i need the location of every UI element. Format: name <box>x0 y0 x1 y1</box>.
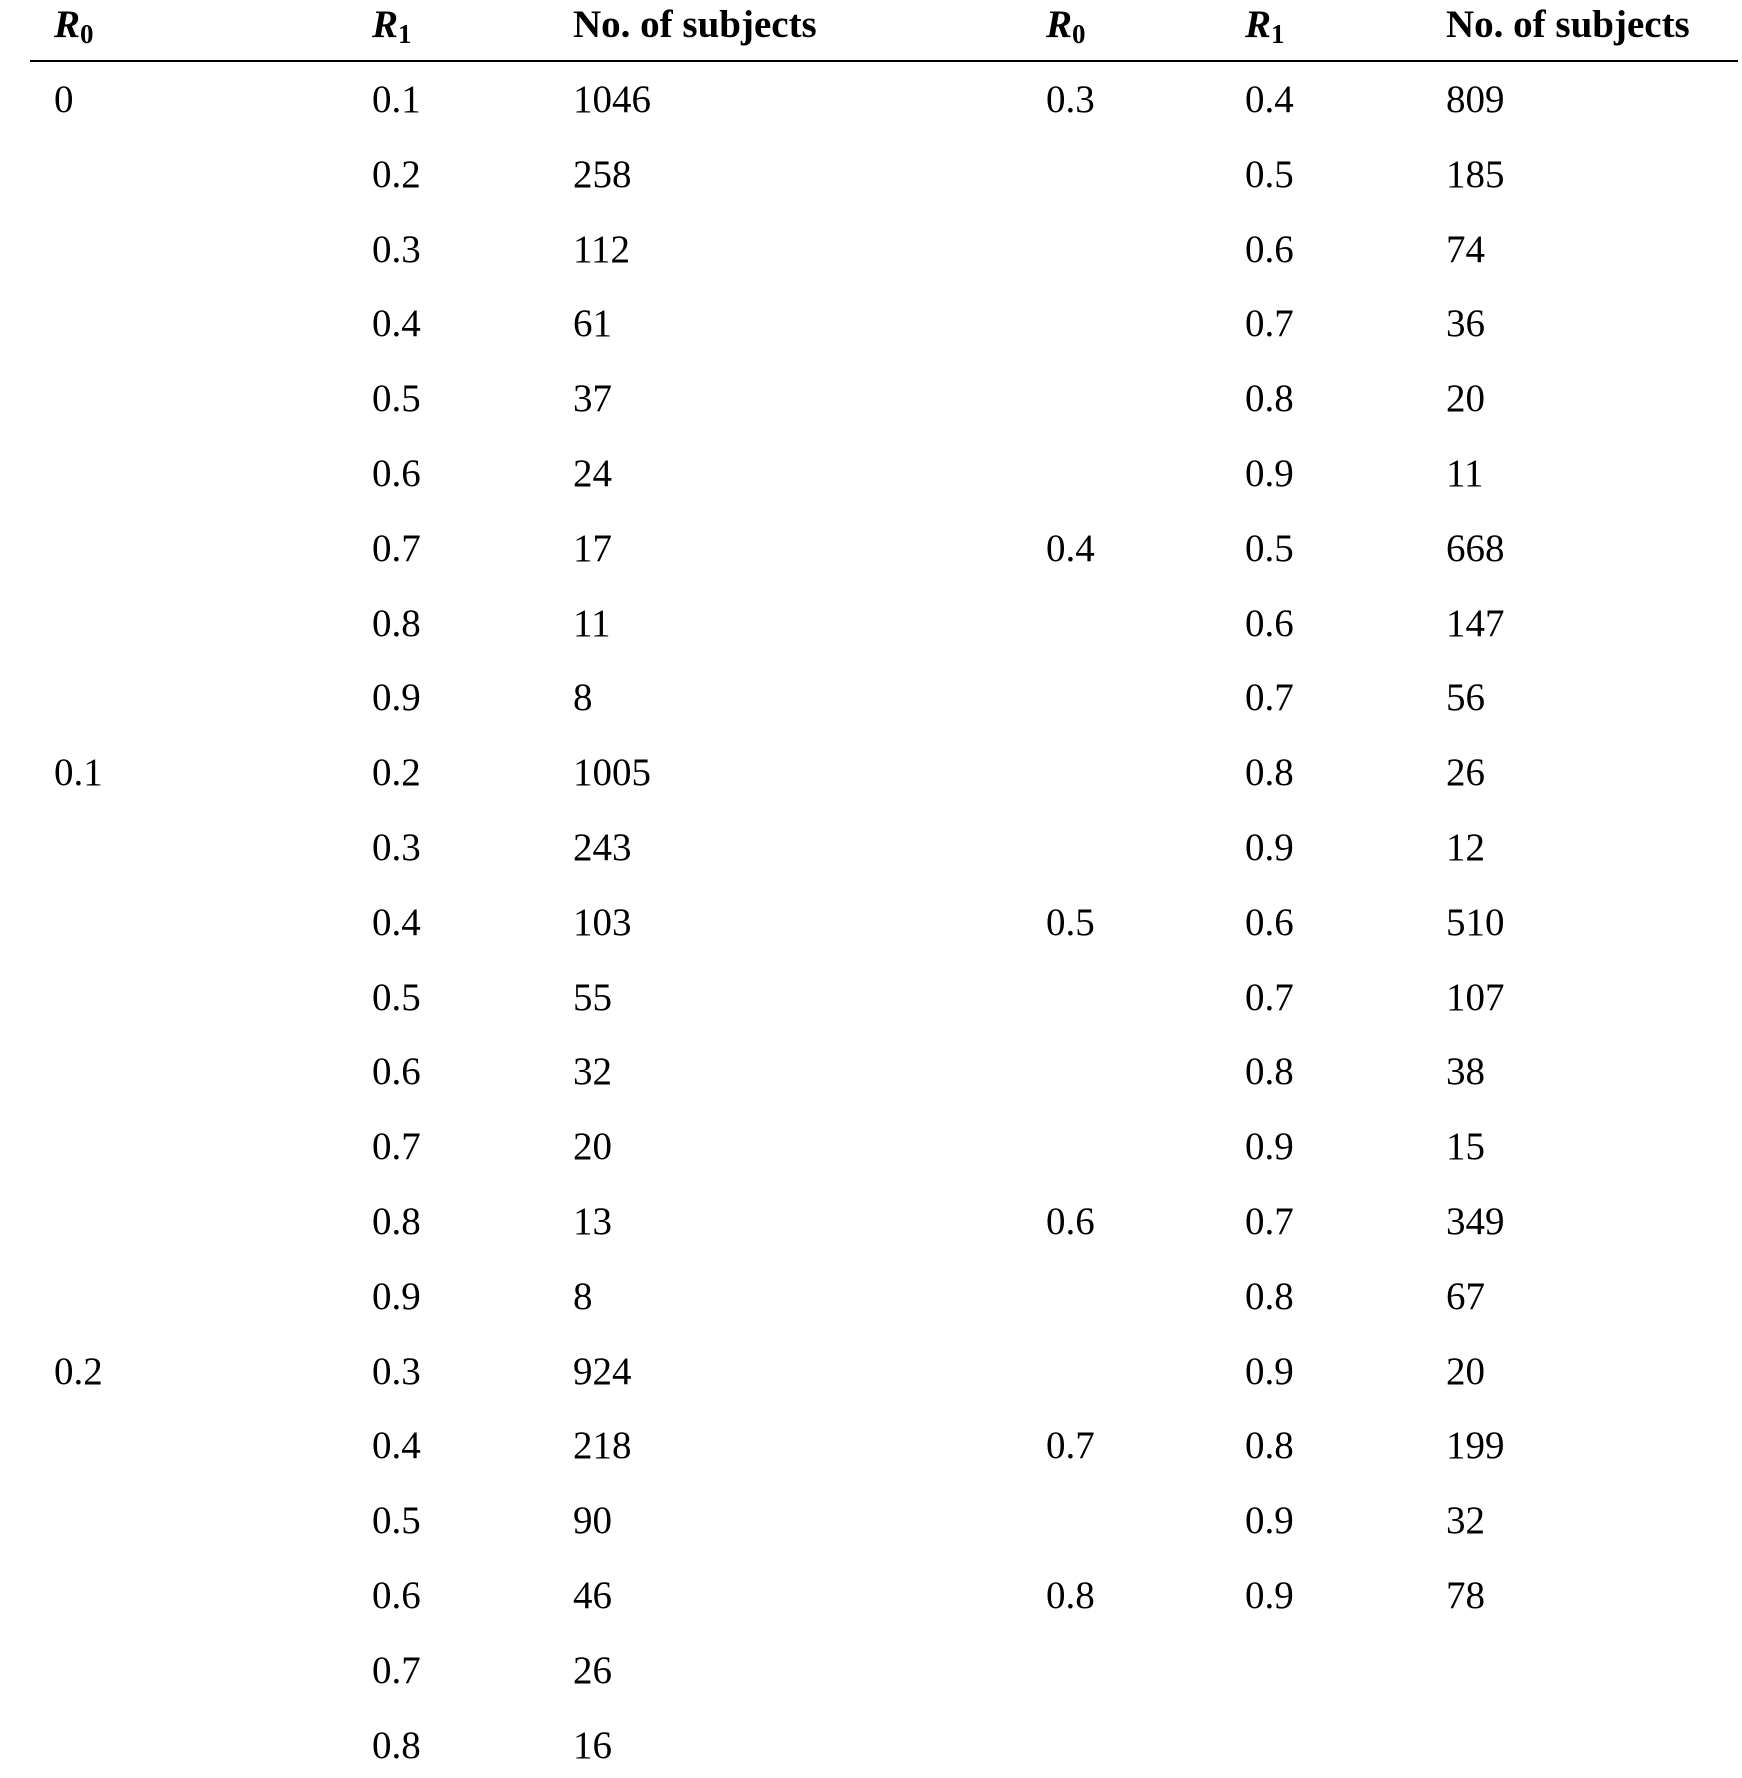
left-r1-cell: 0.5 <box>372 377 421 420</box>
right-r1-cell: 0.7 <box>1245 976 1294 1019</box>
left-count-cell: 61 <box>573 302 612 345</box>
left-count-cell: 8 <box>573 676 593 719</box>
left-r1-cell: 0.9 <box>372 1275 421 1318</box>
left-r1-cell: 0.4 <box>372 1424 421 1467</box>
right-r1-cell: 0.5 <box>1245 527 1294 570</box>
left-count-cell: 16 <box>573 1724 612 1767</box>
right-r1-cell: 0.8 <box>1245 1275 1294 1318</box>
left-count-cell: 26 <box>573 1649 612 1692</box>
left-r1-cell: 0.7 <box>372 1125 421 1168</box>
left-r1-cell: 0.4 <box>372 302 421 345</box>
right-count-cell: 185 <box>1446 153 1505 196</box>
left-r0-cell: 0.1 <box>54 751 103 794</box>
right-count-cell: 107 <box>1446 976 1505 1019</box>
right-r1-cell: 0.7 <box>1245 676 1294 719</box>
left-r1-cell: 0.7 <box>372 1649 421 1692</box>
left-r1-cell: 0.3 <box>372 228 421 271</box>
right-r1-cell: 0.9 <box>1245 1574 1294 1617</box>
right-r1-cell: 0.9 <box>1245 452 1294 495</box>
left-count-cell: 24 <box>573 452 612 495</box>
left-r0-cell: 0.2 <box>54 1350 103 1393</box>
right-count-cell: 26 <box>1446 751 1485 794</box>
right-r1-cell: 0.9 <box>1245 1125 1294 1168</box>
right-count-cell: 38 <box>1446 1050 1485 1093</box>
header-count-left: No. of subjects <box>573 3 817 46</box>
left-r1-cell: 0.2 <box>372 153 421 196</box>
left-count-cell: 924 <box>573 1350 632 1393</box>
right-count-cell: 668 <box>1446 527 1505 570</box>
right-count-cell: 56 <box>1446 676 1485 719</box>
left-r1-cell: 0.8 <box>372 602 421 645</box>
right-r1-cell: 0.5 <box>1245 153 1294 196</box>
left-count-cell: 1046 <box>573 78 651 121</box>
right-r1-cell: 0.8 <box>1245 1050 1294 1093</box>
right-r0-cell: 0.8 <box>1046 1574 1095 1617</box>
right-count-cell: 11 <box>1446 452 1484 495</box>
left-r1-cell: 0.6 <box>372 452 421 495</box>
right-count-cell: 147 <box>1446 602 1505 645</box>
header-r0-left: $R_0$ <box>54 3 94 49</box>
left-count-cell: 8 <box>573 1275 593 1318</box>
left-r1-cell: 0.8 <box>372 1200 421 1243</box>
left-r1-cell: 0.8 <box>372 1724 421 1767</box>
left-r1-cell: 0.7 <box>372 527 421 570</box>
right-r1-cell: 0.7 <box>1245 302 1294 345</box>
left-r1-cell: 0.9 <box>372 676 421 719</box>
left-count-cell: 243 <box>573 826 632 869</box>
left-count-cell: 258 <box>573 153 632 196</box>
right-r0-cell: 0.6 <box>1046 1200 1095 1243</box>
left-r1-cell: 0.3 <box>372 826 421 869</box>
left-count-cell: 103 <box>573 901 632 944</box>
left-count-cell: 13 <box>573 1200 612 1243</box>
left-count-cell: 37 <box>573 377 612 420</box>
header-count-right: No. of subjects <box>1446 3 1690 46</box>
right-count-cell: 78 <box>1446 1574 1485 1617</box>
right-r1-cell: 0.9 <box>1245 1350 1294 1393</box>
right-r1-cell: 0.9 <box>1245 1499 1294 1542</box>
right-r1-cell: 0.8 <box>1245 751 1294 794</box>
left-count-cell: 17 <box>573 527 612 570</box>
right-count-cell: 36 <box>1446 302 1485 345</box>
right-count-cell: 349 <box>1446 1200 1505 1243</box>
header-r0-right: $R_0$ <box>1046 3 1086 49</box>
left-count-cell: 1005 <box>573 751 651 794</box>
right-count-cell: 20 <box>1446 1350 1485 1393</box>
right-r0-cell: 0.4 <box>1046 527 1095 570</box>
header-r1-left: $R_1$ <box>372 3 412 49</box>
right-count-cell: 74 <box>1446 228 1485 271</box>
right-r1-cell: 0.6 <box>1245 901 1294 944</box>
right-count-cell: 20 <box>1446 377 1485 420</box>
left-count-cell: 32 <box>573 1050 612 1093</box>
left-r1-cell: 0.1 <box>372 78 421 121</box>
right-count-cell: 510 <box>1446 901 1505 944</box>
left-r1-cell: 0.6 <box>372 1050 421 1093</box>
left-count-cell: 11 <box>573 602 611 645</box>
right-r1-cell: 0.8 <box>1245 377 1294 420</box>
right-r0-cell: 0.5 <box>1046 901 1095 944</box>
left-r1-cell: 0.5 <box>372 976 421 1019</box>
right-r1-cell: 0.7 <box>1245 1200 1294 1243</box>
left-count-cell: 112 <box>573 228 631 271</box>
left-r1-cell: 0.3 <box>372 1350 421 1393</box>
left-r1-cell: 0.2 <box>372 751 421 794</box>
right-count-cell: 67 <box>1446 1275 1485 1318</box>
right-r1-cell: 0.6 <box>1245 228 1294 271</box>
right-r0-cell: 0.3 <box>1046 78 1095 121</box>
right-count-cell: 199 <box>1446 1424 1505 1467</box>
left-r0-cell: 0 <box>54 78 74 121</box>
left-r1-cell: 0.6 <box>372 1574 421 1617</box>
right-count-cell: 12 <box>1446 826 1485 869</box>
right-r1-cell: 0.9 <box>1245 826 1294 869</box>
right-r1-cell: 0.6 <box>1245 602 1294 645</box>
right-count-cell: 809 <box>1446 78 1505 121</box>
left-r1-cell: 0.4 <box>372 901 421 944</box>
right-count-cell: 32 <box>1446 1499 1485 1542</box>
left-count-cell: 90 <box>573 1499 612 1542</box>
left-count-cell: 218 <box>573 1424 632 1467</box>
header-rule <box>30 60 1738 62</box>
left-r1-cell: 0.5 <box>372 1499 421 1542</box>
header-r1-right: $R_1$ <box>1245 3 1285 49</box>
right-r1-cell: 0.4 <box>1245 78 1294 121</box>
right-r1-cell: 0.8 <box>1245 1424 1294 1467</box>
left-count-cell: 55 <box>573 976 612 1019</box>
left-count-cell: 46 <box>573 1574 612 1617</box>
right-count-cell: 15 <box>1446 1125 1485 1168</box>
left-count-cell: 20 <box>573 1125 612 1168</box>
right-r0-cell: 0.7 <box>1046 1424 1095 1467</box>
